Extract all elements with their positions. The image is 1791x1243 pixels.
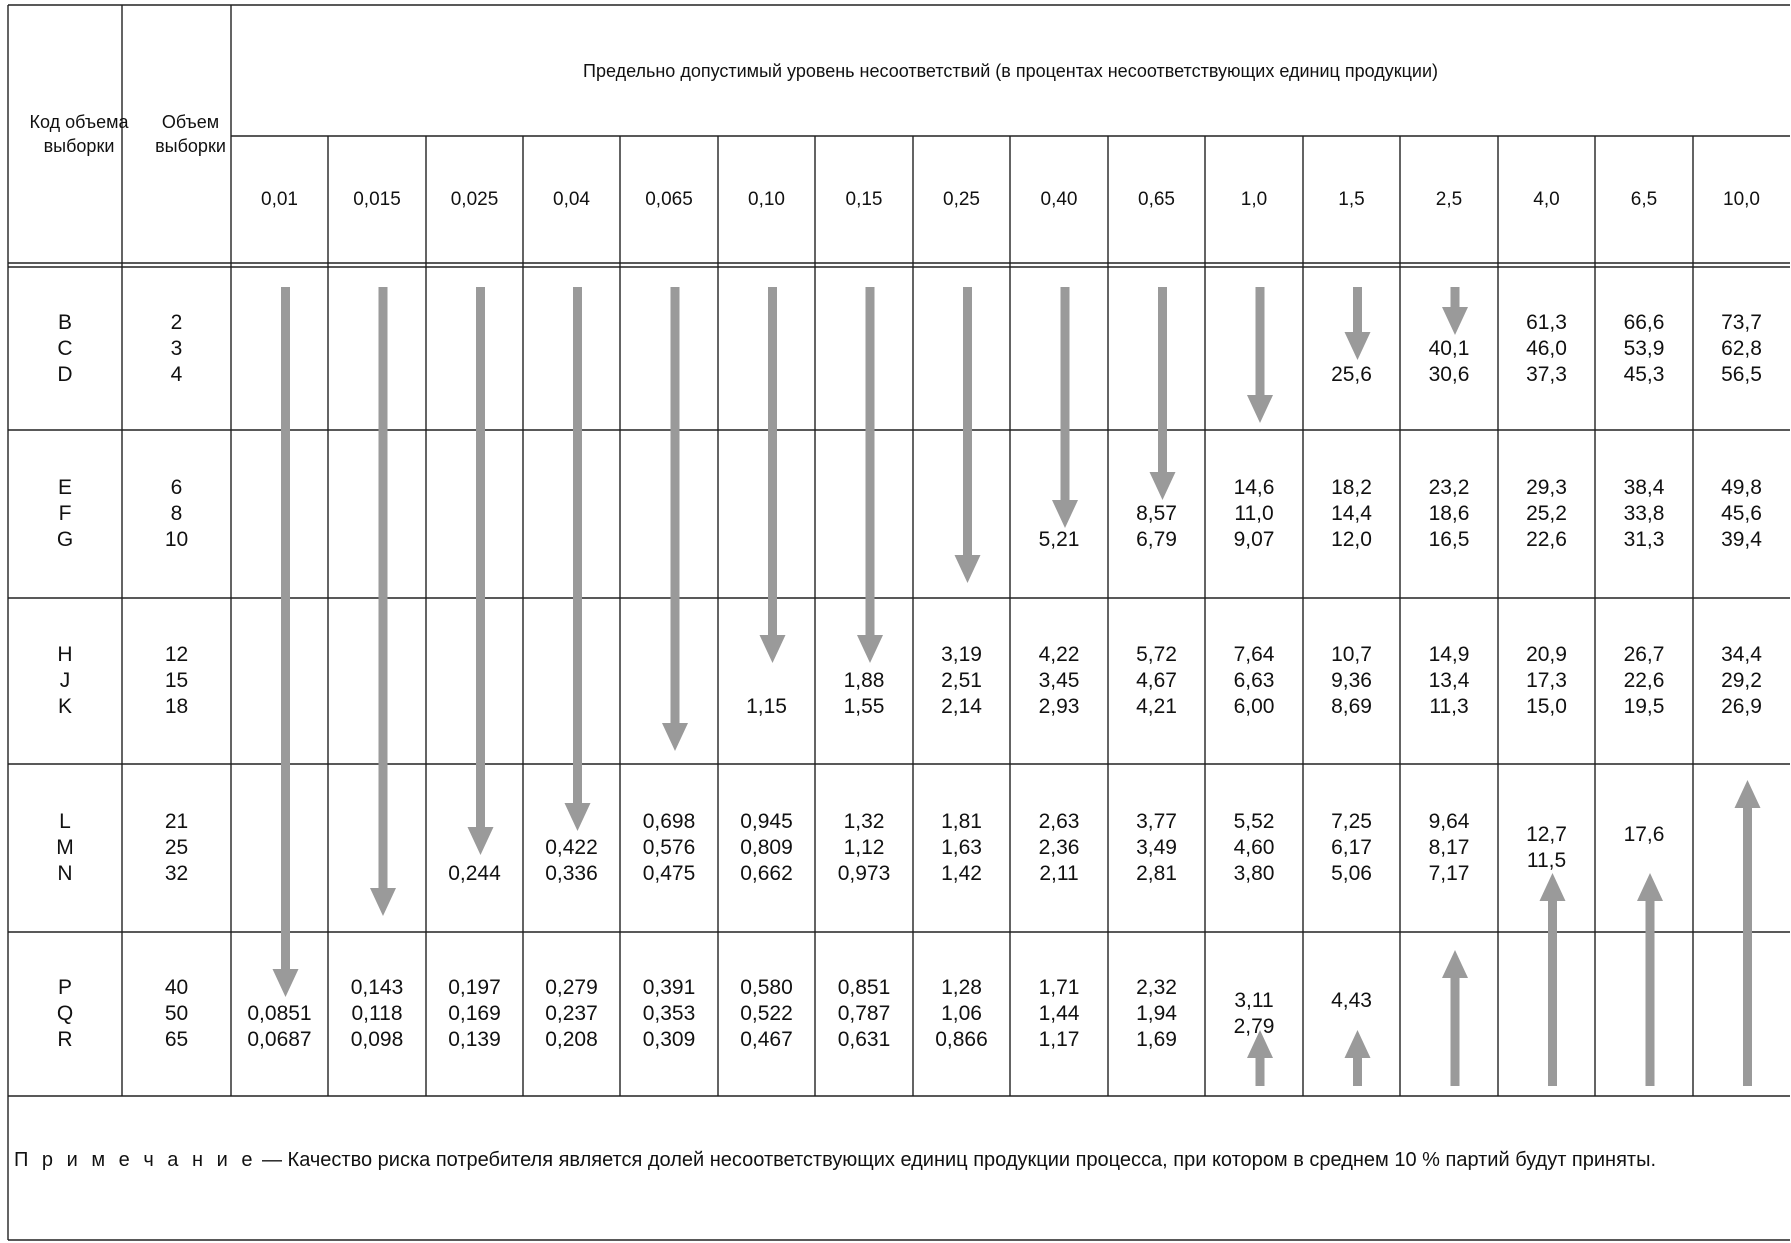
value-cell [1595, 932, 1693, 1096]
value-cell [328, 598, 426, 764]
value-cell: 1,81 1,63 1,42 [941, 810, 982, 885]
value-cell [231, 764, 328, 932]
value-cell: 40,1 30,6 [1428, 336, 1470, 386]
value-cell [328, 267, 426, 430]
value-cell [426, 598, 523, 764]
value-cell [1108, 267, 1205, 430]
sample-size-cell: 12 15 18 [164, 643, 189, 718]
value-cell: 38,4 33,8 31,3 [1623, 476, 1665, 551]
value-cell [1400, 932, 1498, 1096]
value-cell: 4,22 3,45 2,93 [1038, 643, 1080, 718]
value-cell: 3,77 3,49 2,81 [1136, 810, 1177, 885]
value-cell [913, 430, 1010, 598]
sample-code-cell: L M N [56, 810, 74, 885]
value-cell [815, 430, 913, 598]
value-cell [620, 267, 718, 430]
value-cell [913, 267, 1010, 430]
value-cell [1693, 764, 1790, 932]
value-cell: 12,7 11,5 [1526, 823, 1567, 872]
value-cell: 7,64 6,63 6,00 [1233, 643, 1275, 718]
sample-size-cell: 40 50 65 [164, 976, 189, 1051]
column-header: 0,25 [943, 188, 980, 210]
column-header: 6,5 [1630, 188, 1658, 210]
value-cell [718, 267, 815, 430]
value-cell: 2,32 1,94 1,69 [1136, 976, 1177, 1051]
sample-size-cell: 2 3 4 [170, 310, 183, 386]
value-cell [523, 267, 620, 430]
header-span-title: Предельно допустимый уровень несоответствий (в процентах несоответствующих единиц продукции) [583, 60, 1438, 81]
value-cell [426, 430, 523, 598]
sample-code-cell: E F G [56, 476, 74, 551]
value-cell [815, 267, 913, 430]
sample-size-cell: 6 8 10 [164, 476, 189, 551]
value-cell: 8,57 6,79 [1136, 502, 1177, 551]
column-header: 0,01 [261, 188, 298, 210]
value-cell: 0,279 0,237 0,208 [545, 976, 598, 1051]
table-note [14, 1146, 1774, 1174]
value-cell: 9,64 8,17 7,17 [1428, 810, 1470, 885]
value-cell: 1,15 [746, 695, 787, 718]
value-cell: 61,3 46,0 37,3 [1526, 310, 1567, 386]
value-cell: 7,25 6,17 5,06 [1331, 810, 1372, 885]
value-cell: 4,43 [1331, 989, 1372, 1012]
note-text: — Качество риска потребителя является долей несоответствующих единиц продукции процесса, при котором в среднем 10 % партий будут приняты. [256, 1149, 1657, 1171]
value-cell: 1,32 1,12 0,973 [837, 810, 891, 885]
value-cell: 0,698 0,576 0,475 [642, 810, 696, 885]
value-cell [718, 430, 815, 598]
value-cell [231, 267, 328, 430]
column-header: 2,5 [1435, 188, 1463, 210]
column-header: 0,10 [748, 188, 785, 210]
value-cell: 0,244 [448, 862, 501, 885]
value-cell: 10,7 9,36 8,69 [1331, 643, 1372, 718]
value-cell [231, 598, 328, 764]
column-header: 0,015 [353, 188, 401, 210]
column-header: 0,65 [1138, 188, 1175, 210]
value-cell: 20,9 17,3 15,0 [1526, 643, 1567, 718]
value-cell: 0,580 0,522 0,467 [740, 976, 793, 1051]
value-cell [231, 430, 328, 598]
value-cell: 0,197 0,169 0,139 [448, 976, 501, 1051]
value-cell: 25,6 [1331, 362, 1372, 386]
header-code-column: Код объема выборки [29, 112, 129, 156]
value-cell: 3,19 2,51 2,14 [941, 643, 982, 718]
header-size-column: Объем выборки [155, 112, 226, 156]
column-header: 0,04 [553, 188, 590, 210]
value-cell: 49,8 45,6 39,4 [1721, 476, 1762, 551]
value-cell: 0,945 0,809 0,662 [740, 810, 793, 885]
value-cell: 5,72 4,67 4,21 [1136, 643, 1177, 718]
value-cell: 2,63 2,36 2,11 [1038, 810, 1080, 885]
value-cell: 66,6 53,9 45,3 [1623, 310, 1665, 386]
value-cell [328, 764, 426, 932]
value-cell [328, 430, 426, 598]
sample-code-cell: H J K [57, 643, 73, 718]
value-cell: 34,4 29,2 26,9 [1721, 643, 1762, 718]
column-header: 10,0 [1723, 188, 1760, 210]
value-cell: 26,7 22,6 19,5 [1623, 643, 1665, 718]
note-prefix: П р и м е ч а н и е [14, 1149, 257, 1171]
value-cell [1010, 267, 1108, 430]
sample-code-cell: B C D [57, 310, 73, 386]
value-cell: 1,28 1,06 0,866 [935, 976, 988, 1051]
value-cell: 23,2 18,6 16,5 [1428, 476, 1470, 551]
value-cell: 14,9 13,4 11,3 [1428, 643, 1470, 718]
value-cell [620, 598, 718, 764]
column-header: 1,0 [1240, 188, 1268, 210]
value-cell: 18,2 14,4 12,0 [1331, 476, 1372, 551]
value-cell: 1,88 1,55 [843, 669, 885, 718]
value-cell [1498, 932, 1595, 1096]
value-cell: 5,52 4,60 3,80 [1233, 810, 1275, 885]
value-cell: 0,422 0,336 [545, 836, 598, 885]
sample-size-cell: 21 25 32 [164, 810, 189, 885]
value-cell [523, 430, 620, 598]
value-cell: 5,21 [1038, 528, 1080, 551]
value-cell: 0,0851 0,0687 [247, 1002, 312, 1051]
value-cell [523, 598, 620, 764]
value-cell [426, 267, 523, 430]
value-cell: 73,7 62,8 56,5 [1721, 310, 1762, 386]
column-header: 0,15 [845, 188, 883, 210]
column-header: 0,40 [1040, 188, 1078, 210]
value-cell: 14,6 11,0 9,07 [1233, 476, 1275, 551]
value-cell: 0,391 0,353 0,309 [642, 976, 696, 1051]
value-cell: 1,71 1,44 1,17 [1038, 976, 1080, 1051]
column-header: 4,0 [1533, 188, 1560, 210]
value-cell: 3,11 2,79 [1233, 989, 1275, 1038]
value-cell [1693, 932, 1790, 1096]
value-cell [620, 430, 718, 598]
value-cell: 17,6 [1623, 823, 1665, 846]
column-header: 0,065 [645, 188, 693, 210]
value-cell: 0,851 0,787 0,631 [837, 976, 891, 1051]
column-header: 1,5 [1338, 188, 1365, 210]
value-cell [1205, 267, 1303, 430]
value-cell: 0,143 0,118 0,098 [350, 976, 404, 1051]
sample-code-cell: P Q R [56, 976, 74, 1051]
column-header: 0,025 [450, 188, 499, 210]
value-cell: 29,3 25,2 22,6 [1526, 476, 1567, 551]
